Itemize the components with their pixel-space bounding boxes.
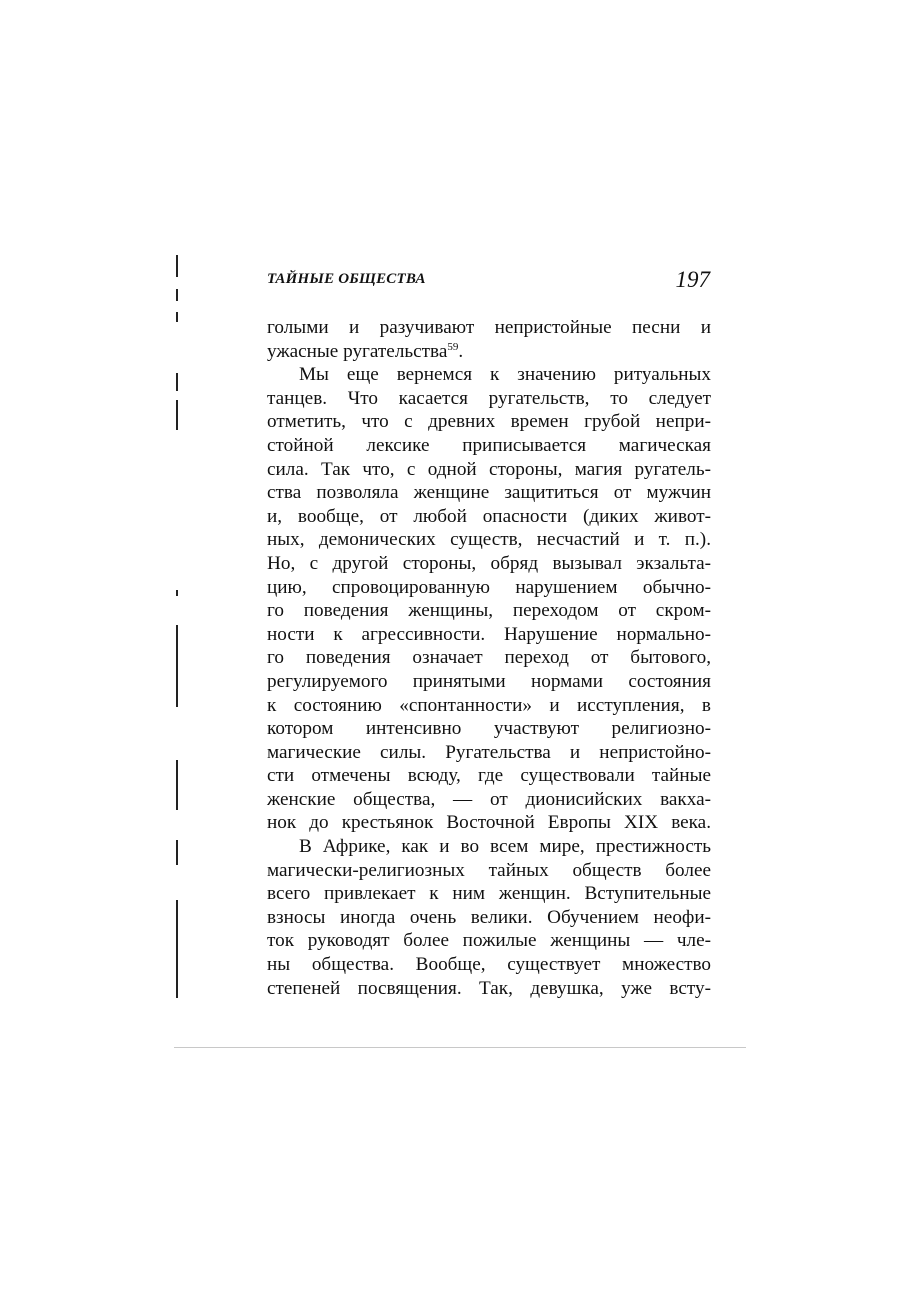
text-line: ных, демонических существ, несчастий и т. п.).: [267, 529, 711, 551]
margin-scan-mark: [176, 625, 178, 707]
text-line: ности к агрессивности. Нарушение нормально-: [267, 623, 711, 645]
body-text: [267, 316, 711, 1000]
margin-scan-mark: [176, 900, 178, 998]
text-line: голыми и разучивают непристойные песни и: [267, 317, 711, 338]
text-line: В Африке, как и во всем мире, престижность: [299, 836, 711, 858]
text-line: Мы еще вернемся к значению ритуальных: [299, 364, 711, 386]
margin-scan-mark: [176, 400, 178, 430]
margin-scan-mark: [176, 590, 178, 596]
text-line: взносы иногда очень велики. Обучением неофи-: [267, 906, 711, 928]
text-line: цию, спровоцированную нарушением обычно-: [267, 576, 711, 598]
margin-scan-mark: [176, 289, 178, 301]
text-line: го поведения означает переход от бытового,: [267, 647, 711, 669]
text-line: танцев. Что касается ругательств, то следует: [267, 387, 711, 409]
text-line-tail: .: [458, 340, 464, 362]
text-line: го поведения женщины, переходом от скром-: [267, 600, 711, 622]
margin-scan-mark: [176, 760, 178, 810]
text-line: женские общества, — от дионисийских вакха-: [267, 788, 711, 810]
text-line: сила. Так что, с одной стороны, магия ругатель-: [267, 458, 711, 480]
text-line-content: ужасные ругательства: [267, 340, 448, 362]
text-line: к состоянию «спонтанности» и исступления, в: [267, 694, 711, 716]
text-line: степеней посвящения. Так, девушка, уже всту-: [267, 977, 711, 999]
text-line: ны общества. Вообще, существует множество: [267, 954, 711, 976]
running-title: ТАЙНЫЕ ОБЩЕСТВА: [267, 271, 426, 287]
margin-scan-mark: [176, 373, 178, 391]
text-line: нок до крестьянок Восточной Европы XIX века.: [267, 812, 711, 834]
text-line: отметить, что с древних времен грубой непри-: [267, 411, 711, 433]
text-line: Но, с другой стороны, обряд вызывал экзальта-: [267, 552, 711, 574]
text-line: котором интенсивно участвуют религиозно-: [267, 718, 711, 740]
text-line: и, вообще, от любой опасности (диких живот-: [267, 505, 711, 527]
text-line: магически-религиозных тайных обществ более: [267, 859, 711, 881]
footnote-reference: 59: [447, 340, 459, 353]
page-number: 197: [675, 267, 710, 292]
text-line: ства позволяла женщине защититься от мужчин: [267, 482, 711, 504]
margin-scan-mark: [176, 312, 178, 322]
text-line: регулируемого принятыми нормами состояния: [267, 670, 711, 692]
text-line: магические силы. Ругательства и непристойно-: [267, 741, 711, 763]
text-line: всего привлекает к ним женщин. Вступительные: [267, 883, 711, 905]
text-line: ток руководят более пожилые женщины — чле-: [267, 930, 711, 952]
text-line: [267, 340, 711, 364]
margin-scan-mark: [176, 255, 178, 277]
text-line: стойной лексике приписывается магическая: [267, 434, 711, 456]
scan-edge-line: [174, 1047, 746, 1048]
text-line: сти отмечены всюду, где существовали тайные: [267, 765, 711, 787]
margin-scan-mark: [176, 840, 178, 865]
